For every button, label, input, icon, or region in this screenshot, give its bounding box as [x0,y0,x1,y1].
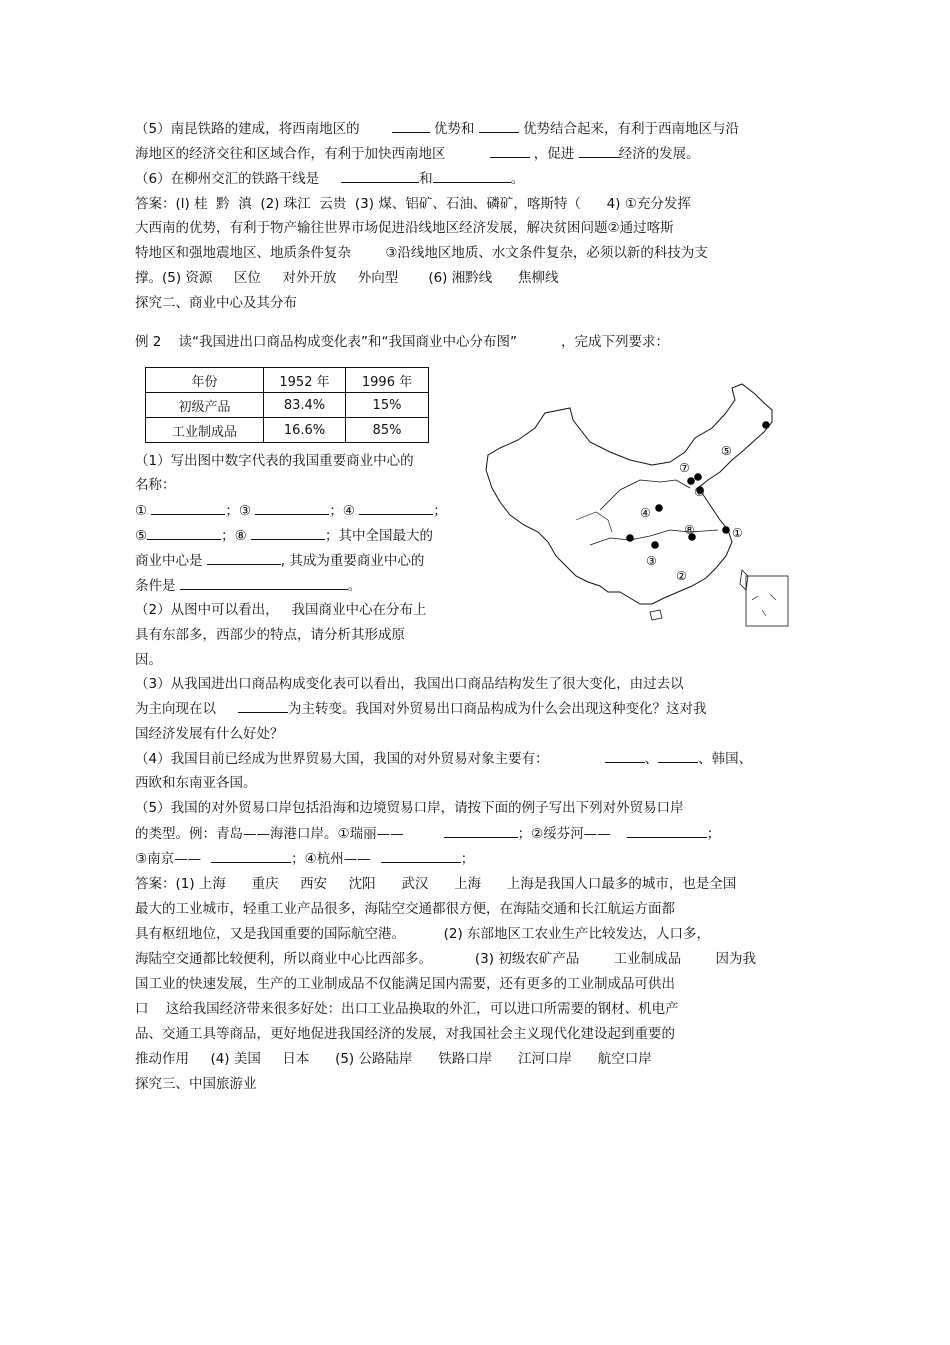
answer-1-line-1: 答案：(l) 桂 黔 滇 (2) 珠江 云贵 (3) 煤、铝矿、石油、磷矿，喀斯特（ 4) ①充分发挥 [135,196,691,212]
table-cell: 85% [346,418,429,443]
city-dot [694,473,702,481]
answer-1-line-4: 撑。(5) 资源 区位 对外开放 外向型 (6) 湘黔线 焦柳线 [135,270,559,286]
answer-2-line-3: 具有枢纽地位，又是我国重要的国际航空港。 (2) 东部地区工农业生产比较发达，人口多， [135,926,711,942]
answer-2-line-5: 国工业的快速发展，生产的工业制成品不仅能满足国内需要，还有更多的工业制成品可供出 [135,976,675,992]
question-5b-line-3: ③南京—— ；④杭州—— ； [135,851,475,867]
trade-composition-table [145,367,429,443]
label-4: ④ [640,506,651,520]
table-cell: 15% [346,393,429,418]
question-1-line-5: 商业中心是 , 其成为重要商业中心的 [135,553,425,569]
taiwan-island [740,570,748,590]
label-1: ① [732,526,743,540]
city-dot [626,534,634,542]
answer-1-line-3: 特地区和强地震地区、地质条件复杂 ③沿线地区地质、水文条件复杂，必须以新的科技为支 [135,245,708,261]
answer-2-line-4: 海陆空交通都比较便利，所以商业中心比西部多。 (3) 初级农矿产品 工业制成品 因为我 [135,951,756,967]
label-5: ⑤ [721,444,732,458]
city-dot [655,504,663,512]
question-5-line-1: （5）南昆铁路的建成，将西南地区的 优势和 优势结合起来，有利于西南地区与沿 [135,121,739,137]
label-3: ③ [646,554,657,568]
city-dot [651,541,659,549]
city-dot [762,421,770,429]
answer-2-line-1: 答案：(1) 上海 重庆 西安 沈阳 武汉 上海 上海是我国人口最多的城市，也是全国 [135,876,737,892]
table-row [146,418,429,443]
question-2-line-3: 因。 [135,652,162,668]
section-3-heading: 探究三、中国旅游业 [135,1076,257,1092]
question-1-line-4: ⑤ ；⑧ ；其中全国最大的 [135,528,434,544]
question-3-line-3: 国经济发展有什么好处？ [135,726,284,742]
answer-2-line-8: 推动作用 (4) 美国 日本 (5) 公路陆岸 铁路口岸 江河口岸 航空口岸 [135,1051,652,1067]
south-china-sea-inset [746,576,788,626]
label-2: ② [676,569,687,583]
hainan-island [650,610,662,620]
question-5-line-2: 海地区的经济交往和区域合作，有利于加快西南地区 ，促进 经济的发展。 [135,146,700,162]
city-dot [687,477,695,485]
table-cell: 16.6% [264,418,346,443]
label-8: ⑧ [684,523,695,537]
question-1-line-2: 名称： [135,477,176,493]
table-cell: 1996 年 [346,368,429,393]
table-row [146,393,429,418]
china-commercial-centers-map [480,380,800,640]
answer-2-line-2: 最大的工业城市，轻重工业产品很多，海陆空交通都很方便，在海陆交通和长江航运方面都 [135,901,675,917]
example-2-line: 例 2 读“我国进出口商品构成变化表”和“我国商业中心分布图” ，完成下列要求： [135,334,670,350]
table-cell: 初级产品 [146,393,264,418]
question-5b-line-2: 的类型。例：青岛——海港口岸。①瑞丽—— ；②绥芬河—— ； [135,826,721,842]
question-1-line-6: 条件是 。 [135,578,362,594]
question-3-line-2: 为主向现在以 为主转变。我国对外贸易出口商品构成为什么会出现这种变化？这对我 [135,701,707,717]
province-border [576,512,612,532]
table-cell: 工业制成品 [146,418,264,443]
question-2-line-1: （2）从图中可以看出， 我国商业中心在分布上 [135,602,427,618]
question-5b-line-1: （5）我国的对外贸易口岸包括沿海和边境贸易口岸，请按下面的例子写出下列对外贸易口岸 [135,800,684,816]
china-outline [486,384,772,604]
question-2-line-2: 具有东部多，西部少的特点，请分析其形成原 [135,627,405,643]
question-1-line-3: ① ；③ ；④ ； [135,503,447,519]
answer-2-line-7: 品、交通工具等商品，更好地促进我国经济的发展，对我国社会主义现代化建设起到重要的 [135,1026,675,1042]
question-1-line-1: （1）写出图中数字代表的我国重要商业中心的 [135,453,414,469]
city-dot [722,526,730,534]
question-4-line-2: 西欧和东南亚各国。 [135,775,257,791]
table-header-row [146,368,429,393]
table-cell: 年份 [146,368,264,393]
section-2-heading: 探究二、商业中心及其分布 [135,295,297,311]
answer-2-line-6: 口 这给我国经济带来很多好处：出口工业品换取的外汇，可以进口所需要的钢材、机电产 [135,1001,679,1017]
table-cell: 1952 年 [264,368,346,393]
answer-1-line-2: 大西南的优势，有利于物产输往世界市场促进沿线地区经济发展，解决贫困问题②通过喀斯 [135,220,674,236]
question-3-line-1: （3）从我国进出口商品构成变化表可以看出，我国出口商品结构发生了很大变化，由过去以 [135,676,684,692]
question-6-line: （6）在柳州交汇的铁路干线是 和 。 [135,171,525,187]
label-6: ⑥ [694,485,705,499]
question-4-line-1: （4）我国目前已经成为世界贸易大国，我国的对外贸易对象主要有： 、 、韩国、 [135,751,753,767]
table-cell: 83.4% [264,393,346,418]
label-7: ⑦ [679,461,690,475]
